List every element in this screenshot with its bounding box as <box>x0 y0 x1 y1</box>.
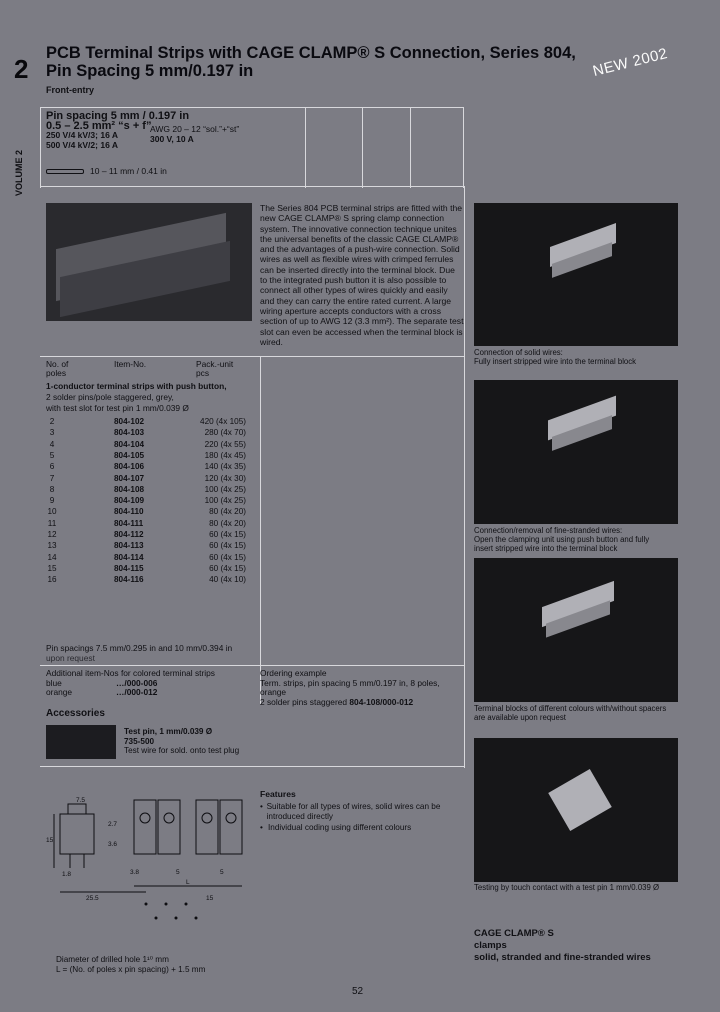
test-pin-photo <box>46 725 116 759</box>
test-pin-desc: Test wire for sold. onto test plug <box>124 746 240 755</box>
spec-pin-spacing: Pin spacing 5 mm / 0.197 in <box>46 110 190 122</box>
table-cell-item: 804-104 <box>114 439 145 449</box>
table-cell-poles: 9 <box>49 496 55 506</box>
table-cell-poles: 4 <box>49 439 55 449</box>
color-suffix: …/000-006 <box>116 677 158 688</box>
colored-title: Additional item-Nos for colored terminal strips <box>46 668 215 678</box>
table-cell-pack: 60 (4x 15) <box>209 541 246 551</box>
pin-spacing-request: upon request <box>46 652 95 663</box>
caption-2-line-1: Connection/removal of fine-stranded wires: <box>474 526 623 535</box>
table-cell-pack: 220 (4x 55) <box>204 439 246 449</box>
caption-2-line-2: Open the clamping unit using push button and fully <box>474 534 650 544</box>
photo-solid-wire <box>474 203 678 346</box>
table-cell-pack: 140 (4x 35) <box>204 462 246 472</box>
table-cell-item: 804-108 <box>114 484 145 494</box>
spec-strip-length <box>46 166 167 176</box>
dim-label: 7.5 <box>76 797 86 804</box>
spec-rating-iec2: 500 V/4 kV/2; 16 A <box>46 139 118 150</box>
caption-colours <box>474 705 678 723</box>
drill-hole-icon <box>185 903 188 906</box>
table-cell-poles: 10 <box>47 507 57 517</box>
bullet-icon: • <box>260 802 263 811</box>
photo-test-pin <box>474 738 678 882</box>
spec-divider <box>463 108 464 188</box>
table-cell-pack: 80 (4x 20) <box>209 507 246 517</box>
table-cell-pack: 120 (4x 30) <box>204 473 246 483</box>
dim-label: 5 <box>220 869 224 876</box>
accessories-bottom-border <box>40 766 464 767</box>
front-view-pole <box>158 800 180 854</box>
table-cell-item: 804-112 <box>114 530 144 539</box>
photo-fine-stranded <box>474 380 678 524</box>
pin-spacing-note <box>46 644 258 663</box>
caption-solid-wire <box>474 349 678 367</box>
color-suffix: …/000-012 <box>116 687 158 697</box>
table-cell-item: 804-106 <box>114 462 145 472</box>
desc-line-3: with test slot for test pin 1 mm/0.039 Ø <box>46 403 189 413</box>
aperture-icon <box>164 813 174 823</box>
drill-hole-icon <box>145 903 148 906</box>
technical-drawing <box>46 796 256 936</box>
drill-hole-icon <box>175 917 178 920</box>
table-cell-pack: 60 (4x 15) <box>209 563 246 573</box>
header-pack: Pack.-unit pcs <box>196 359 234 378</box>
spec-divider <box>410 108 411 188</box>
feature-text: Individual coding using different colours <box>268 823 412 832</box>
product-description-lines <box>46 381 258 414</box>
bullet-icon: • <box>260 823 263 832</box>
spec-divider <box>40 108 41 188</box>
color-row <box>46 688 258 698</box>
aperture-icon <box>226 813 236 823</box>
table-cell-poles: 3 <box>49 428 55 438</box>
aperture-icon <box>140 813 150 823</box>
table-cell-item: 804-103 <box>114 428 145 438</box>
table-right-border <box>464 186 465 768</box>
spec-rating-ul: 300 V, 10 A <box>150 133 194 144</box>
header-poles: No. of poles <box>46 359 69 378</box>
volume-text: VOLUME 2 <box>14 149 24 196</box>
table-cell-item: 804-109 <box>114 496 145 506</box>
table-cell-item: 804-110 <box>114 507 144 517</box>
product-photo <box>46 203 252 321</box>
spec-awg: AWG 20 – 12 “sol.”+“st” <box>150 124 240 134</box>
stripped-wire-icon <box>46 169 84 174</box>
hole-note: Diameter of drilled hole 1¹⁰ mm <box>56 955 169 964</box>
side-view-body <box>60 814 94 854</box>
table-cell-poles: 13 <box>47 541 57 551</box>
test-pin-name: Test pin, 1 mm/0.039 Ø <box>124 727 213 736</box>
spec-ul <box>150 125 239 144</box>
color-name: orange <box>46 687 73 697</box>
feature-item <box>260 802 466 821</box>
table-cell-poles: 16 <box>47 575 57 585</box>
title-line-2: Pin Spacing 5 mm/0.197 in <box>46 62 254 80</box>
desc-line-2: 2 solder pins/pole staggered, grey, <box>46 392 174 402</box>
ordering-item-number: 804-108/000-012 <box>349 696 414 707</box>
front-view-pole <box>196 800 218 854</box>
table-cell-poles: 14 <box>47 552 57 562</box>
photo-colours <box>474 558 678 702</box>
table-cell-item: 804-111 <box>114 518 144 528</box>
length-note: L = (No. of poles x pin spacing) + 1.5 mm <box>56 964 206 974</box>
table-cell-item: 804-116 <box>114 575 144 585</box>
drill-hole-icon <box>155 917 158 920</box>
description: The Series 804 PCB terminal strips are fitted with the new CAGE CLAMP® S spring clamp connection system. The innovative connection technique unites the universal benefits of the classic CAGE CLAMP® and the advantages of a push-wire connection. Solid wires as well as flexible wires with crimped ferrules can be inserted directly into the terminal block. Due to the integrated push button it is also possible to connect all other types of wires quickly and easily and they can carry the entire rated current. A large wiring aperture accepts conductors with a cross section of up to AWG 12 (3.3 mm²). The separate test slot can even be accessed when the terminal block is wired. <box>260 203 464 347</box>
table-cell-poles: 2 <box>49 417 55 426</box>
spec-divider <box>305 108 306 188</box>
dim-label: 2.7 <box>108 821 118 828</box>
table-cell-pack: 420 (4x 105) <box>200 417 246 426</box>
dim-label: L <box>186 879 190 886</box>
caption-test-pin: Testing by touch contact with a test pin 1 mm/0.039 Ø <box>474 883 660 892</box>
entry-type: Front-entry <box>46 85 94 95</box>
new-badge: NEW 2002 <box>591 44 670 81</box>
front-view-pole <box>134 800 156 854</box>
section-number: 2 <box>14 54 29 84</box>
feature-text: Suitable for all types of wires, solid wires can be introduced directly <box>266 802 441 821</box>
title-line-1: PCB Terminal Strips with CAGE CLAMP® S Connection, Series 804, <box>46 44 576 62</box>
test-pin-info <box>124 727 260 756</box>
aperture-icon <box>202 813 212 823</box>
cage-line-3: solid, stranded and fine-stranded wires <box>474 952 651 963</box>
table-cell-poles: 6 <box>49 462 55 472</box>
spec-rating-iec1: 250 V/4 kV/3; 16 A <box>46 130 118 140</box>
dim-label: 5 <box>176 869 180 876</box>
drawing-notes <box>56 955 262 974</box>
table-cell-item: 804-107 <box>114 473 145 483</box>
drill-hole-icon <box>195 917 198 920</box>
table-cell-item: 804-105 <box>114 450 145 460</box>
table-cell-pack: 280 (4x 70) <box>204 428 246 438</box>
table-cell-pack: 100 (4x 25) <box>204 496 246 506</box>
dim-label: 15 <box>46 837 54 844</box>
front-view-pole <box>220 800 242 854</box>
ordering-example <box>260 669 464 707</box>
cage-line-2: clamps <box>474 940 507 951</box>
ordering-line-2-text: 2 solder pins staggered <box>260 696 350 707</box>
table-cell-poles: 12 <box>47 530 57 539</box>
spec-divider <box>362 108 363 188</box>
spec-cross-section: 0.5 – 2.5 mm² “s + f” <box>46 119 152 132</box>
ordering-line-1: Term. strips, pin spacing 5 mm/0.197 in, 8 poles, orange <box>260 677 440 697</box>
spec-box <box>40 107 464 187</box>
feature-item <box>260 823 466 833</box>
volume-label <box>14 126 30 196</box>
table-cell-poles: 8 <box>49 484 55 494</box>
ordering-title: Ordering example <box>260 668 327 678</box>
cage-line-1: CAGE CLAMP® S <box>474 928 554 939</box>
table-cell-item: 804-114 <box>114 552 144 562</box>
side-view-top <box>68 804 86 814</box>
table-cell-poles: 7 <box>49 473 55 483</box>
table-cell-item: 804-115 <box>114 563 144 573</box>
caption-3-line-2: are available upon request <box>474 712 566 722</box>
caption-1-line-1: Connection of solid wires: <box>474 348 563 357</box>
spec-strip-text: 10 – 11 mm / 0.41 in <box>90 166 167 176</box>
caption-2-line-3: insert stripped wire into the terminal block <box>474 543 618 553</box>
table-cell-pack: 180 (4x 45) <box>204 450 246 460</box>
features-title: Features <box>260 789 296 799</box>
pin-spacing-note-line: Pin spacings 7.5 mm/0.295 in and 10 mm/0.394 in <box>46 643 233 653</box>
table-bottom-border <box>40 665 464 666</box>
color-name: blue <box>46 677 62 688</box>
table-cell-pack: 60 (4x 15) <box>209 552 246 562</box>
dim-label: 3.8 <box>130 869 140 876</box>
test-pin-item: 735-500 <box>124 736 155 746</box>
table-cell-pack: 100 (4x 25) <box>204 484 246 494</box>
caption-1-line-2: Fully insert stripped wire into the terminal block <box>474 356 637 366</box>
drill-hole-icon <box>165 903 168 906</box>
table-cell-poles: 11 <box>47 518 57 528</box>
table-cell-pack: 60 (4x 15) <box>209 530 246 539</box>
table-divider <box>260 356 261 704</box>
terminal-block-image <box>548 769 612 831</box>
colored-strips <box>46 669 258 698</box>
caption-3-line-1: Terminal blocks of different colours with/without spacers <box>474 704 667 713</box>
dim-label: 25.5 <box>86 895 99 902</box>
header-item: Item-No. <box>114 359 147 369</box>
dim-label: 3.6 <box>108 841 118 848</box>
table-cell-item: 804-113 <box>114 541 144 551</box>
accessories-title: Accessories <box>46 708 105 719</box>
desc-line-1: 1-conductor terminal strips with push button, <box>46 381 227 391</box>
table-cell-item: 804-102 <box>114 417 145 426</box>
page-title <box>46 44 586 80</box>
page-number: 52 <box>352 986 364 997</box>
table-cell-poles: 15 <box>47 563 57 573</box>
table-cell-pack: 40 (4x 10) <box>209 575 246 585</box>
ordering-line-2 <box>260 698 464 708</box>
cage-clamp-summary <box>474 928 684 964</box>
caption-fine-stranded <box>474 527 678 553</box>
dim-label: 15 <box>206 895 214 902</box>
features-list <box>260 802 466 833</box>
table-top-border <box>40 356 464 357</box>
dim-label: 1.8 <box>62 871 72 878</box>
table-cell-poles: 5 <box>49 450 55 460</box>
table-cell-pack: 80 (4x 20) <box>209 518 246 528</box>
